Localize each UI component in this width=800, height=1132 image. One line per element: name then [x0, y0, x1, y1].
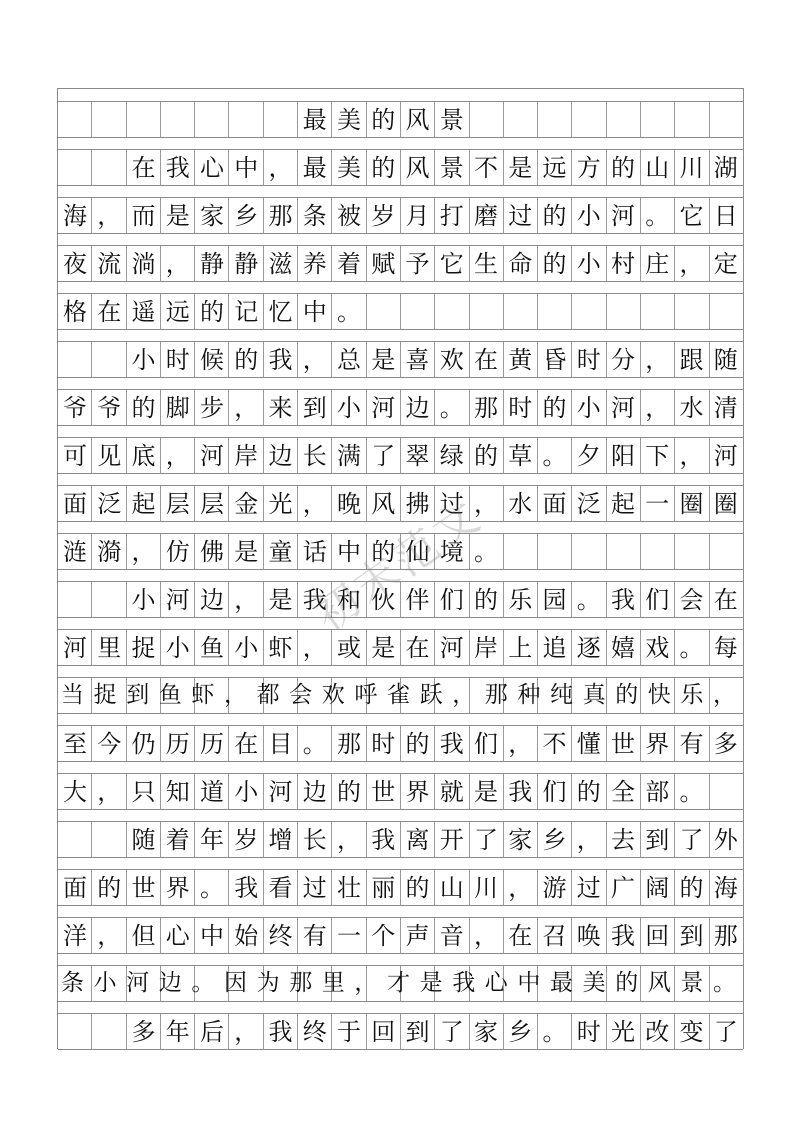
writing-grid-paper: [57, 88, 748, 1049]
text-row: [58, 1001, 748, 1049]
essay-line: 夜流淌，静静滋养着赋予它生命的小村庄，定: [63, 249, 748, 278]
essay-line: 在我心中，最美的风景不是远方的山川湖: [63, 153, 748, 182]
row-spacer: [58, 1001, 743, 1013]
text-row: [58, 521, 743, 569]
essay-line: 小河边，是我和伙伴们的乐园。我们会在: [63, 585, 748, 614]
essay-line: 当捉到鱼虾，都会欢呼雀跃，那种纯真的快乐，: [61, 682, 746, 708]
title-row: [58, 89, 748, 137]
row-spacer: [58, 233, 743, 245]
row-spacer: [58, 185, 743, 197]
cell-strip: [58, 437, 748, 474]
row-spacer: [58, 953, 743, 965]
essay-line: 随着年岁增长，我离开了家乡，去到了外: [63, 825, 748, 854]
row-spacer: [58, 137, 743, 149]
text-row: [58, 713, 748, 761]
cell-strip: [58, 917, 748, 954]
cell-strip: [58, 869, 748, 906]
essay-line: 至今仍历历在目。那时的我们，不懂世界有多: [63, 729, 748, 758]
row-spacer: [58, 377, 743, 389]
essay-line: 涟漪，仿佛是童话中的仙境。: [63, 537, 736, 566]
row-spacer: [58, 281, 743, 293]
text-row: [58, 473, 748, 521]
essay-line: 大，只知道小河边的世界就是我们的全部。: [63, 777, 736, 806]
text-row: [58, 953, 746, 1001]
cell-strip: [58, 341, 748, 378]
text-row: [58, 665, 746, 713]
essay-line: 多年后，我终于回到了家乡。时光改变了: [63, 1017, 748, 1046]
cell-strip: [58, 629, 748, 666]
watermark: 初末范文: [305, 489, 492, 642]
cell-strip: [58, 101, 748, 138]
row-spacer: [58, 665, 743, 677]
row-spacer: [58, 857, 743, 869]
text-row: [58, 569, 748, 617]
cell-strip: [58, 197, 748, 234]
text-row: [58, 137, 748, 185]
cell-strip: [58, 773, 743, 810]
text-row: [58, 233, 748, 281]
cell-strip: [58, 245, 748, 282]
text-row: [58, 377, 748, 425]
essay-line: 河里捉小鱼小虾，或是在河岸上追逐嬉戏。每: [63, 633, 748, 662]
row-spacer: [58, 713, 743, 725]
cell-strip: [58, 821, 748, 858]
cell-strip: [58, 293, 743, 330]
cell-strip: [58, 581, 748, 618]
text-row: [58, 809, 748, 857]
text-row: [58, 281, 743, 329]
cell-strip: [58, 485, 748, 522]
essay-line: 可见底，河岸边长满了翠绿的草。夕阳下，河: [63, 441, 748, 470]
essay-title: 最美的风景: [63, 105, 748, 134]
row-spacer: [58, 569, 743, 581]
row-spacer: [58, 473, 743, 485]
text-row: [58, 185, 748, 233]
text-row: [58, 425, 748, 473]
row-spacer: [58, 329, 743, 341]
text-row: [58, 329, 748, 377]
cell-strip: [58, 677, 746, 714]
text-row: [58, 857, 748, 905]
row-spacer: [58, 425, 743, 437]
essay-line: 海，而是家乡那条被岁月打磨过的小河。它日: [63, 201, 748, 230]
row-spacer: [58, 809, 743, 821]
cell-strip: [58, 533, 743, 570]
row-spacer: [58, 617, 743, 629]
essay-line: 洋，但心中始终有一个声音，在召唤我回到那: [63, 921, 748, 950]
cell-strip: [58, 389, 748, 426]
essay-line: 条小河边。因为那里，才是我心中最美的风景。: [61, 970, 746, 996]
row-spacer: [58, 521, 743, 533]
row-spacer: [58, 89, 743, 101]
essay-line: 小时候的我，总是喜欢在黄昏时分，跟随: [63, 345, 748, 374]
text-row: [58, 617, 748, 665]
cell-strip: [58, 725, 748, 762]
cell-strip: [58, 149, 748, 186]
cell-strip: [58, 965, 746, 1002]
essay-line: 面泛起层层金光，晚风拂过，水面泛起一圈圈: [63, 489, 748, 518]
essay-line: 格在遥远的记忆中。: [63, 297, 736, 326]
row-spacer: [58, 905, 743, 917]
text-row: [58, 761, 743, 809]
text-row: [58, 905, 748, 953]
essay-line: 面的世界。我看过壮丽的山川，游过广阔的海: [63, 873, 748, 902]
row-spacer: [58, 761, 743, 773]
cell-strip: [58, 1013, 748, 1050]
essay-line: 爷爷的脚步，来到小河边。那时的小河，水清: [63, 393, 748, 422]
